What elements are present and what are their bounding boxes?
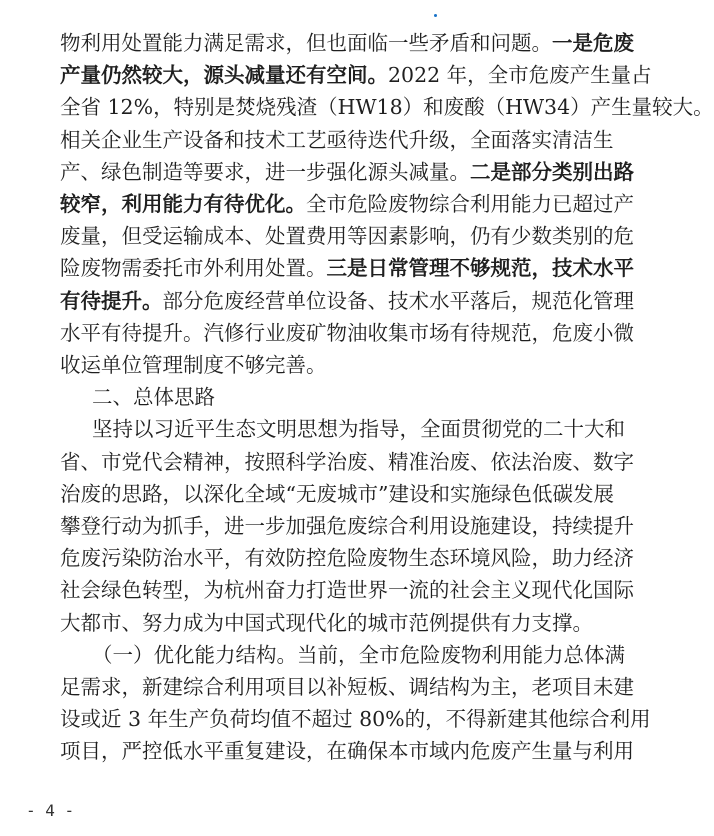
- text-line: [60, 704, 651, 734]
- text-segment: 全市危险废物综合利用能力已超过产: [306, 192, 634, 216]
- bold-text: 一是危废: [552, 31, 634, 55]
- text-segment: 全省 12%，特别是焚烧残渣（HW18）和废酸（HW34）产生量较大。: [60, 95, 714, 120]
- text-line: [60, 125, 614, 155]
- ink-dot: [434, 14, 437, 17]
- text-line: [60, 511, 634, 541]
- text-segment: 社会绿色转型，为杭州奋力打造世界一流的社会主义现代化国际: [60, 578, 634, 603]
- text-segment: 省、市党代会精神，按照科学治废、精准治废、依法治废、数字: [60, 449, 634, 474]
- text-line: [60, 60, 652, 90]
- text-line: [60, 479, 614, 509]
- text-segment: （一）优化能力结构。当前，全市危险废物利用能力总体满: [92, 642, 625, 667]
- bold-text: 二是部分类别出路: [470, 159, 634, 184]
- text-segment: 足需求，新建综合利用项目以补短板、调结构为主，老项目未建: [60, 675, 634, 699]
- text-segment: 相关企业生产设备和技术工艺亟待迭代升级，全面落实清洁生: [60, 127, 614, 152]
- bold-text: 产量仍然较大，源头减量还有空间。: [60, 63, 388, 88]
- text-line: [92, 640, 625, 670]
- text-segment: 险废物需委托市外利用处置。: [60, 256, 327, 281]
- bold-text: 较窄，利用能力有待优化。: [60, 192, 306, 216]
- text-segment: 二、总体思路: [92, 385, 215, 410]
- text-line: [60, 350, 560, 380]
- text-line: [60, 575, 634, 605]
- text-line: [60, 221, 634, 251]
- text-line: [60, 447, 634, 477]
- text-line: [60, 157, 634, 187]
- text-segment: 设或近 3 年生产负荷均值不超过 80%的，不得新建其他综合利用: [60, 707, 651, 732]
- text-segment: 部分危废经营单位设备、技术水平落后，规范化管理: [162, 288, 634, 313]
- text-segment: 项目，严控低水平重复建设，在确保本市域内危废产生量与利用: [60, 739, 634, 764]
- text-line: [60, 543, 634, 573]
- text-segment: 治废的思路，以深化全域“无废城市”建设和实施绿色低碳发展: [60, 481, 614, 506]
- text-segment: 坚持以习近平生态文明思想为指导，全面贯彻党的二十大和: [92, 417, 625, 442]
- text-segment: 攀登行动为抓手，进一步加强危废综合利用设施建设，持续提升: [60, 514, 634, 538]
- text-line: [60, 253, 634, 283]
- text-segment: 危废污染防治水平，有效防控危险废物生态环境风险，助力经济: [60, 546, 634, 571]
- text-line: [60, 736, 634, 766]
- bold-text: 三是日常管理不够规范，技术水平: [326, 256, 634, 281]
- text-segment: 2022 年，全市危废产生量占: [388, 63, 652, 88]
- text-line: [60, 28, 634, 58]
- text-segment: 水平有待提升。汽修行业废矿物油收集市场有待规范，危废小微: [60, 320, 634, 345]
- text-segment: 大都市、努力成为中国式现代化的城市范例提供有力支撑。: [60, 610, 593, 635]
- text-line: [60, 318, 634, 348]
- text-line: [60, 672, 634, 702]
- page-number: - 4 -: [26, 801, 75, 820]
- text-line: [60, 189, 634, 219]
- bold-text: 有待提升。: [60, 288, 163, 313]
- text-segment: 物利用处置能力满足需求，但也面临一些矛盾和问题。: [60, 31, 552, 55]
- section-heading: [92, 382, 215, 412]
- text-line: [92, 414, 625, 444]
- text-segment: 收运单位管理制度不够完善。: [60, 353, 327, 377]
- text-line: [60, 286, 634, 316]
- text-line: [60, 608, 593, 638]
- text-line: [60, 92, 714, 122]
- text-segment: 废量，但受运输成本、处置费用等因素影响，仍有少数类别的危: [60, 224, 634, 249]
- text-segment: 产、绿色制造等要求，进一步强化源头减量。: [60, 159, 470, 184]
